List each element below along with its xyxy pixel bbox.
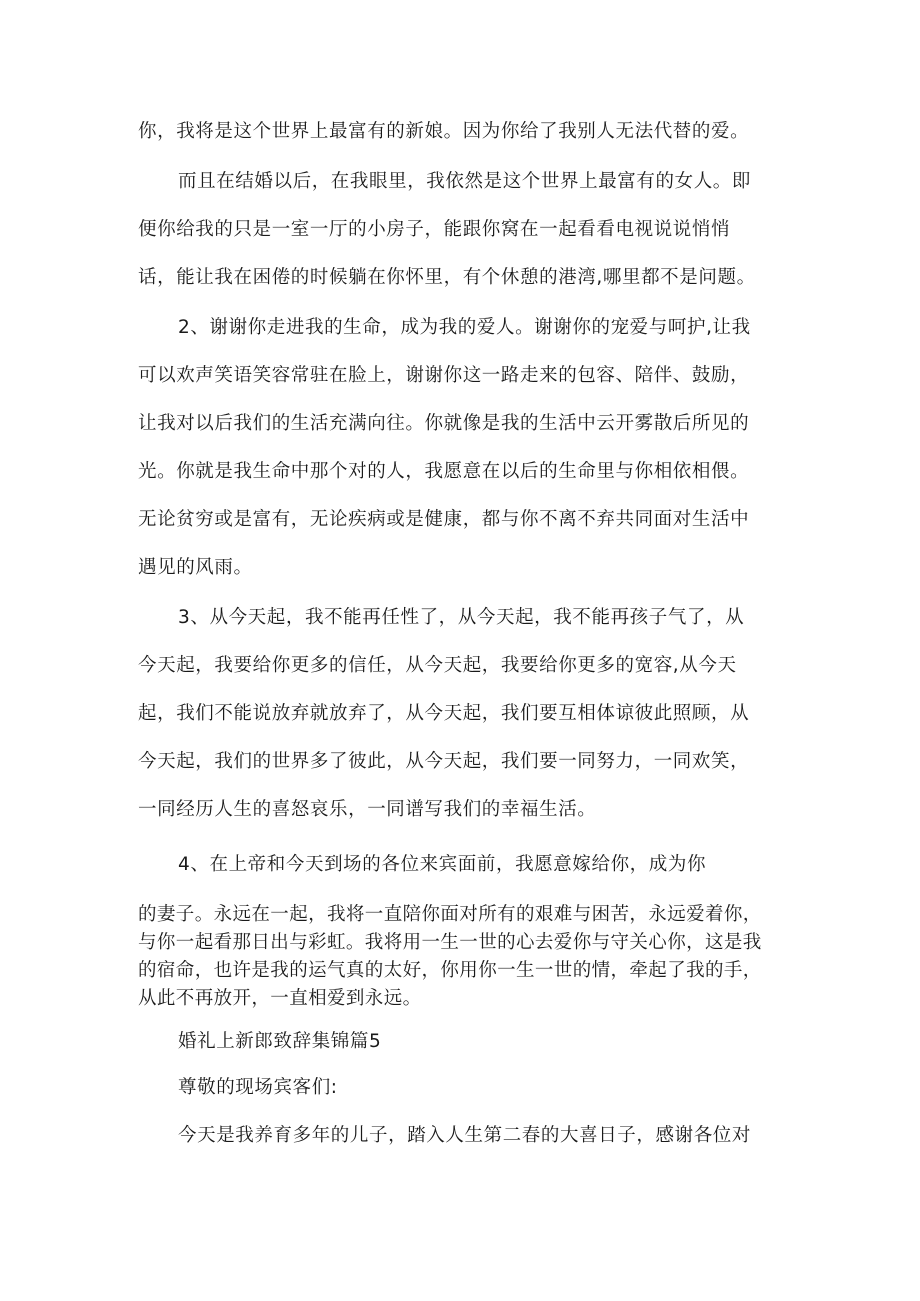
text-line: 与你一起看那日出与彩虹。我将用一生一世的心去爱你与守关心你，这是我 xyxy=(138,932,762,953)
text-line: 话，能让我在困倦的时候躺在你怀里，有个休憩的港湾,哪里都不是问题。 xyxy=(138,267,756,288)
text-line: 今天起，我要给你更多的信任，从今天起，我要给你更多的宽容,从今天 xyxy=(138,655,737,676)
text-line: 3、从今天起，我不能再任性了，从今天起，我不能再孩子气了，从 xyxy=(178,607,745,628)
text-line: 一同经历人生的喜怒哀乐，一同谱写我们的幸福生活。 xyxy=(138,799,597,820)
text-line: 你，我将是这个世界上最富有的新娘。因为你给了我别人无法代替的爱。 xyxy=(138,121,750,142)
text-line: 可以欢声笑语笑容常驻在脸上，谢谢你这一路走来的包容、陪伴、鼓励， xyxy=(138,365,750,386)
text-line: 光。你就是我生命中那个对的人，我愿意在以后的生命里与你相依相偎。 xyxy=(138,461,750,482)
text-line: 的妻子。永远在一起，我将一直陪你面对所有的艰难与困苦，永远爱着你， xyxy=(138,904,762,925)
text-line: 今天起，我们的世界多了彼此，从今天起，我们要一同努力，一同欢笑， xyxy=(138,751,750,772)
text-line: 无论贫穷或是富有，无论疾病或是健康，都与你不离不弃共同面对生活中 xyxy=(138,509,750,530)
text-line: 从此不再放开，一直相爱到永远。 xyxy=(138,988,422,1009)
text-line: 让我对以后我们的生活充满向往。你就像是我的生活中云开雾散后所见的 xyxy=(138,413,750,434)
text-line: 4、在上帝和今天到场的各位来宾面前，我愿意嫁给你，成为你 xyxy=(178,854,707,875)
text-line: 便你给我的只是一室一厅的小房子，能跟你窝在一起看看电视说说悄悄 xyxy=(138,219,731,240)
section-heading: 婚礼上新郎致辞集锦篇5 xyxy=(178,1031,382,1052)
text-line: 的宿命，也许是我的运气真的太好，你用你一生一世的情，牵起了我的手， xyxy=(138,960,762,981)
text-line: 2、谢谢你走进我的生命，成为我的爱人。谢谢你的宠爱与呵护,让我 xyxy=(178,317,751,338)
salutation: 尊敬的现场宾客们: xyxy=(178,1077,338,1098)
text-line: 而且在结婚以后，在我眼里，我依然是这个世界上最富有的女人。即 xyxy=(178,171,752,192)
text-line: 起，我们不能说放弃就放弃了，从今天起，我们要互相体谅彼此照顾，从 xyxy=(138,703,750,724)
text-line: 今天是我养育多年的儿子，踏入人生第二春的大喜日子，感谢各位对 xyxy=(178,1125,752,1146)
text-line: 遇见的风雨。 xyxy=(138,557,253,578)
